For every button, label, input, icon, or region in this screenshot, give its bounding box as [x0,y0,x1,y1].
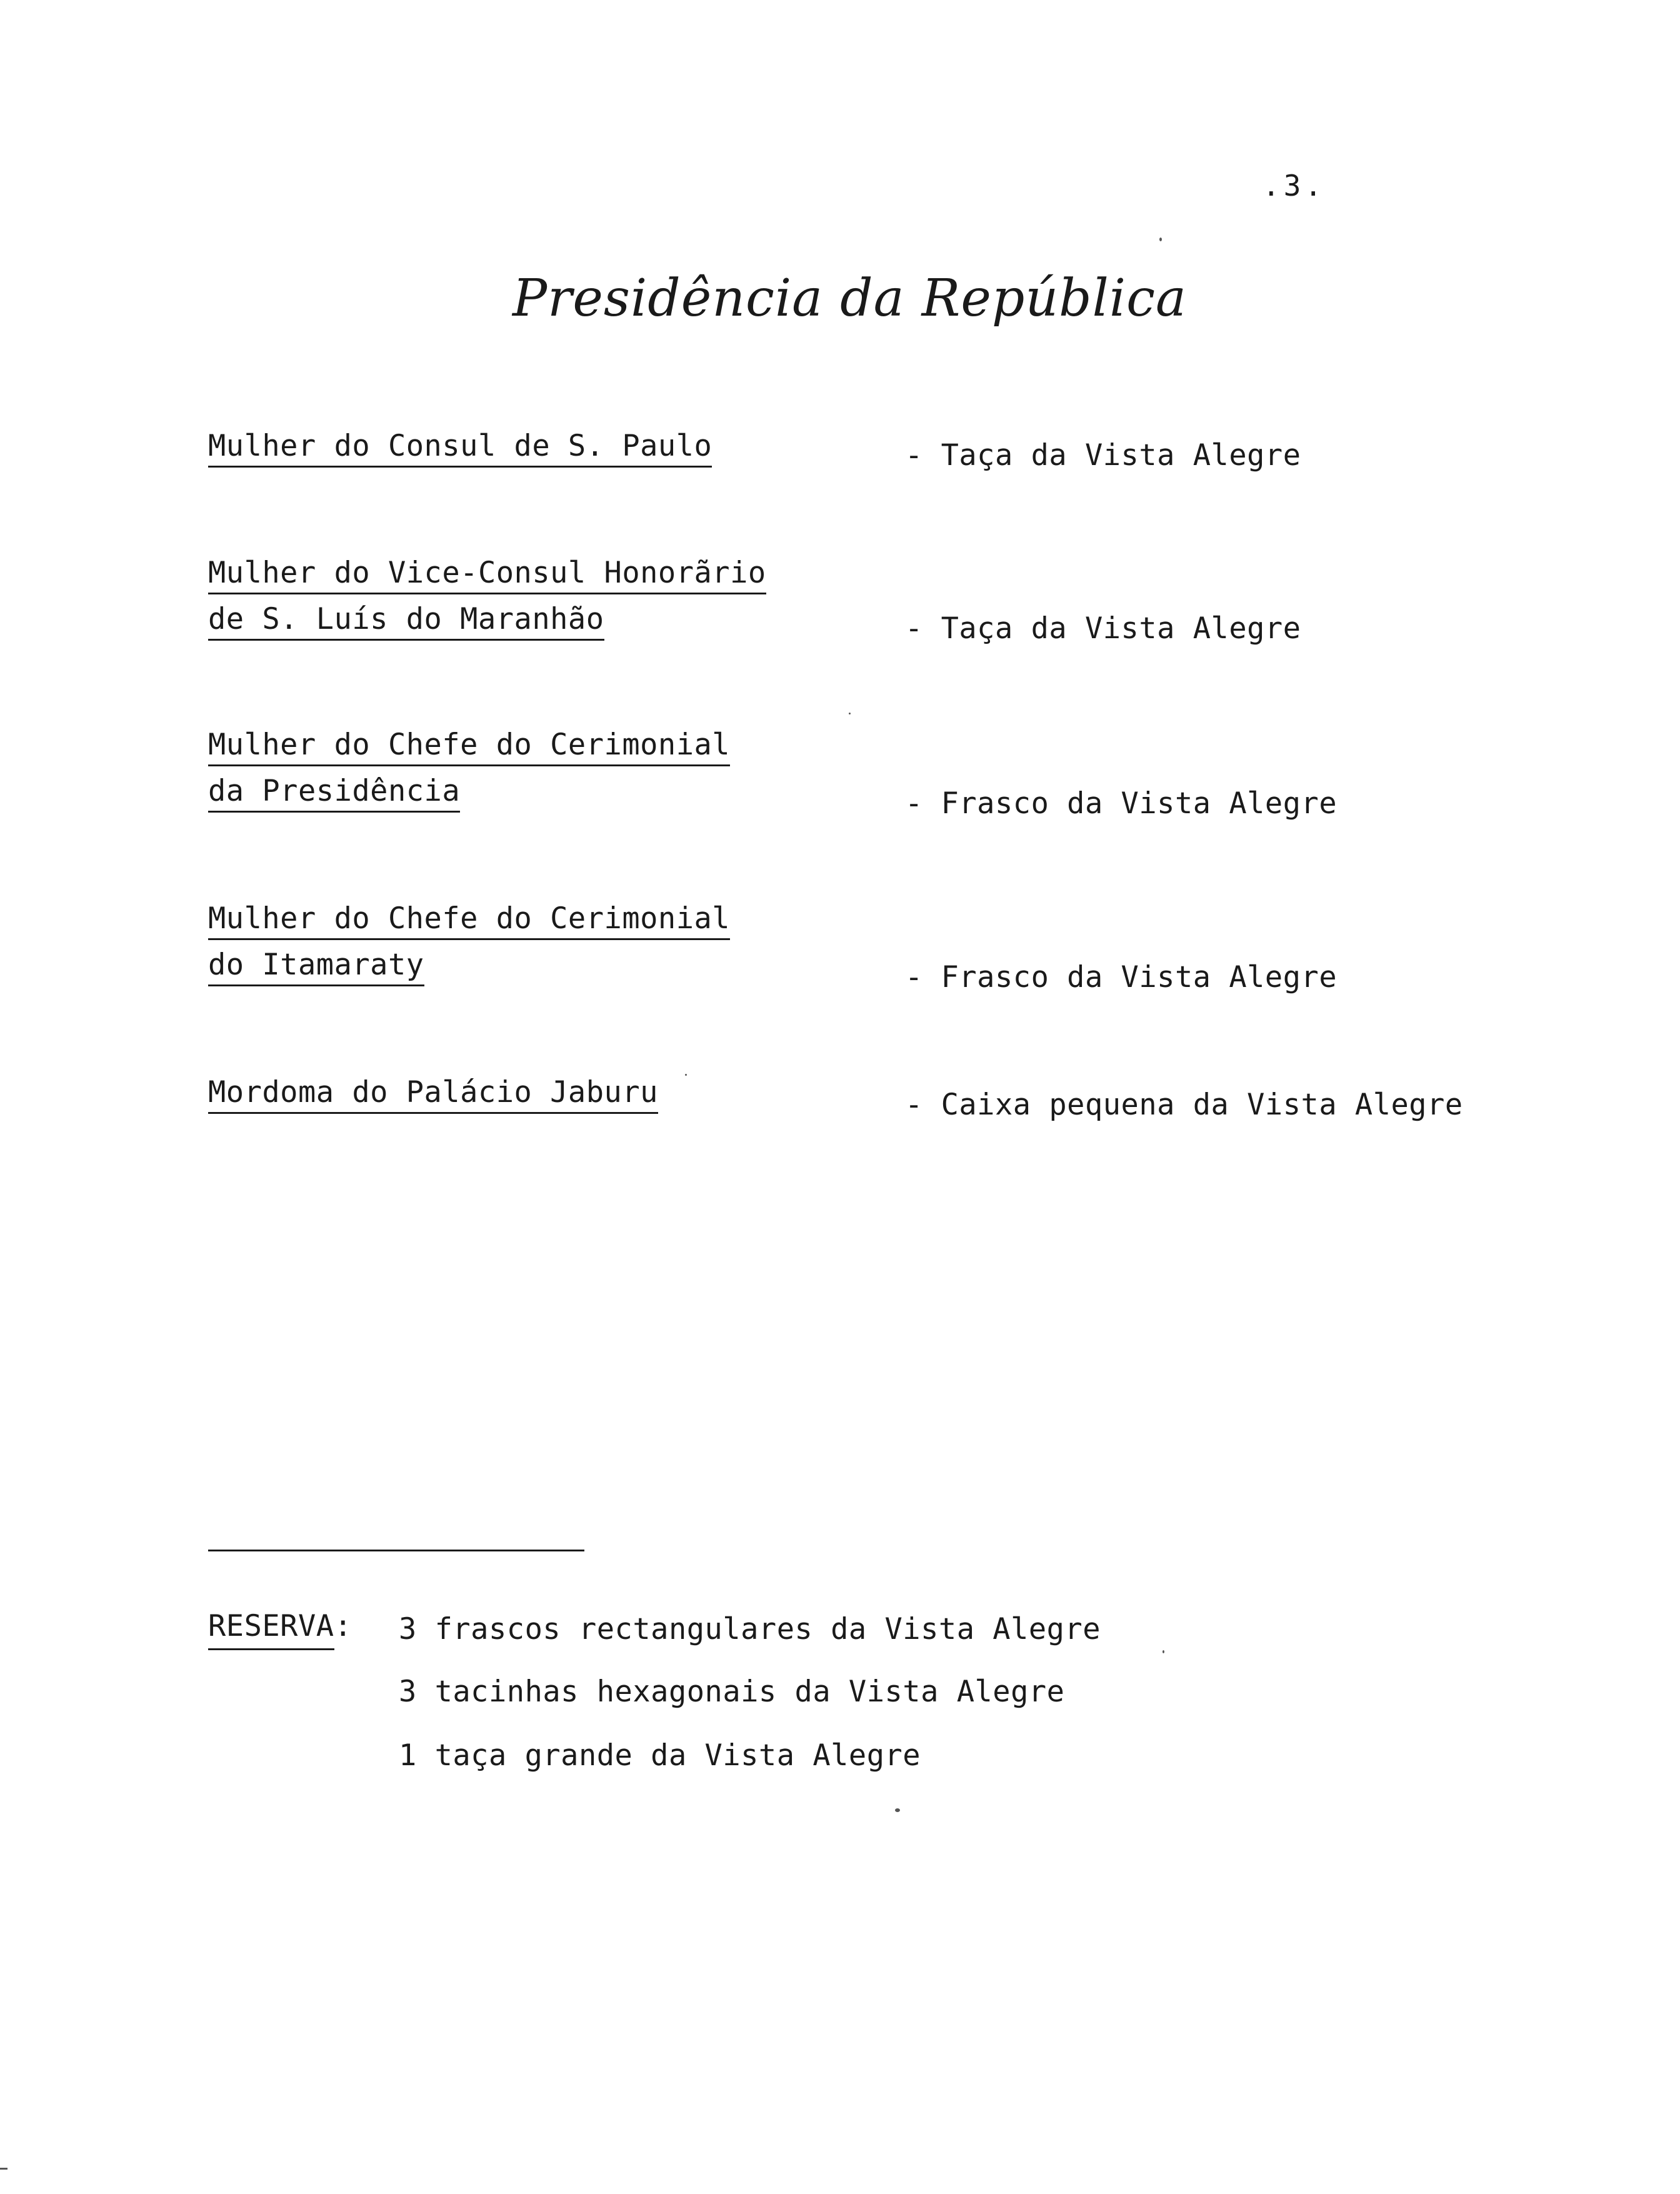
gift-item: - Frasco da Vista Alegre [905,960,1338,994]
reserve-label: RESERVA [208,1609,334,1650]
gift-item: - Frasco da Vista Alegre [905,786,1338,821]
reserve-item: 3 tacinhas hexagonais da Vista Alegre [399,1675,1065,1709]
page-number: .3. [1262,169,1326,203]
recipient-line: Mulher do Chefe do Cerimonial [208,730,730,766]
gift-item: - Taça da Vista Alegre [905,438,1301,473]
recipient-line: Mulher do Chefe do Cerimonial [208,904,730,940]
recipient-line: do Itamaraty [208,950,424,986]
separator-line [208,1550,584,1551]
recipient-line: Mordoma do Palácio Jaburu [208,1078,658,1114]
letterhead: Presidência da República [512,269,1187,328]
scan-speck [1159,238,1162,241]
reserve-item: 3 frascos rectangulares da Vista Alegre [399,1612,1101,1646]
scan-speck [895,1808,900,1812]
reserve-label-group [208,1611,352,1641]
scan-speck [849,713,851,714]
gift-item: - Caixa pequena da Vista Alegre [905,1088,1463,1122]
scan-speck [0,2168,8,2170]
recipient-line: de S. Luís do Maranhão [208,604,604,641]
scan-speck [685,1074,687,1076]
reserve-item: 1 taça grande da Vista Alegre [399,1738,921,1773]
recipient-line: Mulher do Vice-Consul Honorãrio [208,558,766,594]
reserve-colon: : [334,1609,352,1643]
recipient-line: da Presidência [208,776,460,813]
gift-item: - Taça da Vista Alegre [905,611,1301,646]
recipient-line: Mulher do Consul de S. Paulo [208,431,712,468]
scan-speck [1162,1650,1164,1653]
